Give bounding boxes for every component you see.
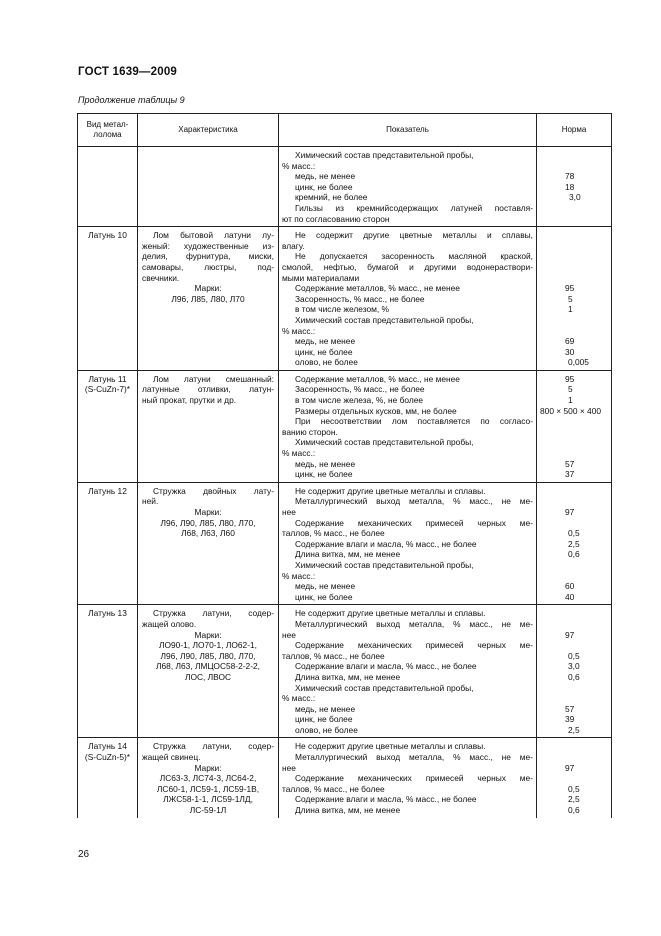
column-header-kind-line2: лолома	[93, 130, 122, 139]
norm-value: 97	[565, 629, 575, 640]
characteristic-line: Лом латуни смешанный:	[153, 373, 274, 384]
characteristic-line: ЛС63-3, ЛС74-3, ЛС64-2,	[159, 773, 257, 784]
norm-value	[537, 486, 611, 497]
document-header: ГОСТ 1639—2009	[78, 66, 178, 78]
table-row	[78, 227, 612, 371]
column-header-characteristic: Характеристика	[138, 114, 279, 147]
indicator-line: таллов, % масс., не более	[282, 783, 385, 794]
cell-kind	[78, 482, 138, 605]
norm-value: 2,5	[568, 794, 580, 805]
norm-value: 0,6	[568, 549, 580, 560]
table-row	[78, 370, 612, 482]
characteristic-line: ный прокат, прутки и др.	[142, 395, 237, 406]
characteristic-line: делия, фурнитура, миски,	[142, 251, 274, 262]
characteristic-line: Лом бытовой латуни лу-	[153, 230, 274, 241]
norm-value	[537, 560, 611, 571]
indicator-line: Содержание механических примесей черных ме-	[295, 773, 533, 784]
cell-norm	[537, 370, 612, 482]
norm-value: 57	[565, 703, 575, 714]
indicator-line: мыми материалами	[282, 272, 360, 283]
indicator-line: ют по согласованию сторон	[282, 213, 390, 224]
indicator-line: Содержание металлов, % масс., не менее	[295, 373, 460, 384]
table-row	[78, 147, 612, 227]
norm-value	[537, 683, 611, 694]
indicator-line: Не содержит другие цветные металлы и сплавы.	[295, 608, 486, 619]
cell-norm	[537, 605, 612, 738]
characteristic-line: Марки:	[194, 283, 222, 294]
indicator-line: цинк, не более	[295, 346, 353, 357]
indicator-line: медь, не менее	[295, 703, 356, 714]
indicator-line: % масс.:	[282, 693, 316, 704]
norm-value: 2,5	[568, 724, 580, 735]
norm-value	[537, 161, 611, 172]
norm-value: 0,5	[568, 783, 580, 794]
indicator-line: Длина витка, мм, не менее	[295, 671, 401, 682]
indicator-line: Не допускается засоренность масляной краской,	[295, 251, 533, 262]
table-row	[78, 605, 612, 738]
kind-line: (S-CuZn-5)*	[84, 752, 131, 763]
indicator-line: Содержание влаги и масла, % масс., не более	[295, 794, 477, 805]
indicator-line: Металлургический выход металла, % масс., не ме-	[295, 618, 533, 629]
indicator-line: Химический состав представительной пробы,	[295, 559, 474, 570]
norm-value	[537, 571, 611, 582]
indicator-line: Не содержит другие цветные металлы и сплавы.	[295, 485, 486, 496]
indicator-line: Не содержит другие цветные металлы и сплавы,	[295, 230, 533, 241]
table-row	[78, 482, 612, 605]
cell-kind	[78, 605, 138, 738]
characteristic-line: Л96, Л90, Л85, Л80, Л70,	[160, 650, 256, 661]
norm-value	[537, 427, 611, 438]
norm-value: 95	[565, 373, 575, 384]
cell-characteristic	[138, 147, 279, 227]
kind-line: Латунь 11	[88, 373, 127, 384]
characteristic-line: Л96, Л90, Л85, Л80, Л70,	[160, 517, 256, 528]
characteristic-line: ЛС60-1, ЛС59-1, ЛС59-1В,	[156, 783, 260, 794]
cell-characteristic	[138, 227, 279, 371]
indicator-line: медь, не менее	[295, 336, 356, 347]
norm-value	[537, 262, 611, 273]
norm-value: 800 × 500 × 400	[540, 405, 602, 416]
norm-value: 0,5	[568, 650, 580, 661]
norm-value: 1	[568, 395, 573, 406]
indicator-line: Химический состав представительной пробы,	[295, 682, 474, 693]
indicator-line: Содержание влаги и масла, % масс., не более	[295, 661, 477, 672]
norm-value	[537, 608, 611, 619]
cell-indicator	[279, 482, 537, 605]
indicator-line: Металлургический выход металла, % масс., не ме-	[295, 752, 533, 763]
cell-kind	[78, 147, 138, 227]
indicator-line: Не содержит другие цветные металлы и сплавы.	[295, 741, 486, 752]
norm-value	[537, 416, 611, 427]
indicator-line: цинк, не более	[295, 181, 353, 192]
indicator-line: При несоответствии лом поставляется по согласо-	[295, 416, 533, 427]
characteristic-line: Марки:	[194, 507, 222, 517]
norm-value	[537, 640, 611, 651]
table-header-row	[78, 114, 612, 147]
norm-value	[537, 518, 611, 529]
norm-value	[537, 773, 611, 784]
norm-value: 97	[565, 762, 575, 773]
characteristic-line: Л96, Л85, Л80, Л70	[171, 293, 245, 304]
cell-indicator	[279, 227, 537, 371]
norm-value	[537, 230, 611, 241]
characteristic-line: Марки:	[194, 762, 222, 773]
cell-kind	[78, 227, 138, 371]
norm-value: 3,0	[568, 661, 580, 672]
characteristic-line: ЛС-59-1Л	[189, 805, 227, 816]
norm-value	[537, 241, 611, 252]
indicator-line: цинк, не более	[295, 591, 353, 602]
kind-line: Латунь 13	[88, 608, 127, 619]
cell-characteristic	[138, 370, 279, 482]
cell-kind	[78, 370, 138, 482]
indicator-line: % масс.:	[282, 570, 316, 581]
indicator-line: цинк, не более	[295, 469, 353, 480]
indicator-line: Химический состав представительной пробы,	[295, 150, 474, 160]
norm-value: 5	[568, 293, 573, 304]
indicator-line: Содержание металлов, % масс., не менее	[295, 283, 460, 294]
norm-value: 95	[565, 283, 575, 294]
indicator-line: в том числе железа, %, не более	[295, 395, 424, 406]
table-body	[78, 147, 612, 818]
kind-line: Латунь 14	[88, 741, 127, 752]
norm-value: 0,005	[568, 357, 589, 368]
indicator-line: % масс.:	[282, 448, 316, 459]
norm-value: 97	[565, 507, 575, 517]
cell-norm	[537, 147, 612, 227]
indicator-line: влагу.	[282, 240, 305, 251]
norm-value: 3,0	[569, 192, 581, 203]
norm-value	[537, 326, 611, 337]
characteristic-line: жащей олово.	[142, 618, 197, 629]
kind-line: (S-CuZn-7)*	[84, 384, 131, 395]
indicator-line: Содержание механических примесей черных ме-	[295, 640, 533, 651]
norm-value	[537, 315, 611, 326]
indicator-line: таллов, % масс., не более	[282, 528, 385, 539]
characteristic-line: свечники.	[142, 272, 180, 283]
column-header-norm: Норма	[537, 114, 612, 147]
characteristic-line: ЛОС, ЛВОС	[184, 671, 232, 682]
cell-indicator	[279, 370, 537, 482]
norm-value: 30	[565, 346, 575, 357]
indicator-line: Длина витка, мм, не менее	[295, 549, 401, 560]
page-number: 26	[78, 849, 90, 860]
norm-value: 57	[565, 458, 575, 469]
kind-line: Латунь 12	[88, 485, 127, 496]
indicator-line: смолой, нефтью, бумагой и другими водонераствори-	[282, 261, 533, 272]
table-caption: Продолжение таблицы 9	[78, 95, 185, 105]
norm-value: 1	[568, 304, 573, 315]
column-header-kind	[78, 114, 138, 147]
cell-characteristic	[138, 605, 279, 738]
norm-value: 0,6	[568, 805, 580, 816]
indicator-line: Гильзы из кремнийсодержащих латуней поставля-	[295, 202, 533, 213]
cell-characteristic	[138, 482, 279, 605]
norm-value: 2,5	[568, 538, 580, 549]
norm-value	[537, 448, 611, 459]
characteristic-line: жащей свинец.	[142, 752, 201, 763]
norm-value	[537, 752, 611, 763]
indicator-line: нее	[282, 507, 296, 517]
indicator-line: Содержание влаги и масла, % масс., не более	[295, 538, 477, 549]
indicator-line: Металлургический выход металла, % масс., не ме-	[295, 496, 533, 507]
indicator-line: Химический состав представительной пробы,	[295, 437, 474, 448]
norm-value	[537, 273, 611, 284]
characteristic-line: Стружка двойных лату-	[153, 485, 274, 496]
indicator-line: Содержание механических примесей черных ме-	[295, 517, 533, 528]
norm-value	[537, 741, 611, 752]
norm-value	[537, 496, 611, 507]
characteristic-line: латунные отливки, латун-	[142, 384, 274, 395]
indicator-line: олово, не более	[295, 724, 358, 735]
characteristic-line: Марки:	[194, 629, 222, 640]
norm-value: 0,5	[568, 528, 580, 539]
characteristic-line: ЛЖС58-1-1, ЛС59-1ЛД,	[163, 794, 253, 805]
cell-indicator	[279, 738, 537, 818]
indicator-line: нее	[282, 762, 296, 773]
indicator-line: цинк, не более	[295, 714, 353, 725]
metal-scrap-table	[77, 113, 612, 818]
norm-value: 78	[565, 171, 575, 182]
cell-norm	[537, 482, 612, 605]
norm-value	[537, 619, 611, 630]
cell-indicator	[279, 605, 537, 738]
characteristic-line: Стружка латуни, содер-	[153, 741, 274, 752]
norm-value: 39	[565, 714, 575, 725]
norm-value	[537, 437, 611, 448]
indicator-line: медь, не менее	[295, 458, 356, 469]
indicator-line: нее	[282, 629, 296, 640]
norm-value	[537, 693, 611, 704]
characteristic-line: самовары, люстры, под-	[142, 261, 274, 272]
table-row	[78, 738, 612, 818]
indicator-line: % масс.:	[282, 160, 316, 171]
cell-characteristic	[138, 738, 279, 818]
indicator-line: кремний, не более	[295, 192, 368, 203]
characteristic-line: Л68, Л63, ЛМЦОС58-2-2-2,	[156, 661, 260, 672]
norm-value	[537, 251, 611, 262]
norm-value	[537, 214, 611, 225]
cell-indicator	[279, 147, 537, 227]
indicator-line: Засоренность, % масс., не более	[295, 384, 425, 395]
indicator-line: медь, не менее	[295, 171, 356, 182]
indicator-line: в том числе железом, %	[295, 304, 389, 315]
norm-value	[537, 203, 611, 214]
indicator-line: Засоренность, % масс., не более	[295, 293, 425, 304]
norm-value: 60	[565, 581, 575, 592]
norm-value: 0,6	[568, 671, 580, 682]
characteristic-line: ней.	[142, 496, 159, 507]
norm-value: 37	[565, 469, 575, 480]
kind-line: Латунь 10	[88, 230, 127, 241]
characteristic-line: Л68, Л63, Л60	[181, 528, 235, 539]
norm-value: 18	[565, 181, 575, 192]
cell-kind	[78, 738, 138, 818]
cell-norm	[537, 227, 612, 371]
indicator-line: Химический состав представительной пробы,	[295, 314, 474, 325]
indicator-line: % масс.:	[282, 325, 316, 336]
norm-value: 40	[565, 591, 575, 602]
characteristic-line: Стружка латуни, содер-	[153, 608, 274, 619]
cell-norm	[537, 738, 612, 818]
indicator-line: таллов, % масс., не более	[282, 650, 385, 661]
characteristic-line: ЛО90-1, ЛО70-1, ЛО62-1,	[159, 640, 257, 651]
norm-value: 5	[568, 384, 573, 395]
indicator-line: медь, не менее	[295, 581, 356, 592]
indicator-line: Длина витка, мм, не менее	[295, 805, 401, 816]
indicator-line: олово, не более	[295, 357, 358, 368]
characteristic-line: женый: художественные из-	[142, 240, 274, 251]
column-header-kind-line1: Вид метал-	[86, 120, 129, 129]
indicator-line: Размеры отдельных кусков, мм, не более	[295, 405, 457, 416]
indicator-line: ванию сторон.	[282, 426, 338, 437]
norm-value: 69	[565, 336, 575, 347]
column-header-indicator: Показатель	[279, 114, 537, 147]
norm-value	[537, 150, 611, 161]
